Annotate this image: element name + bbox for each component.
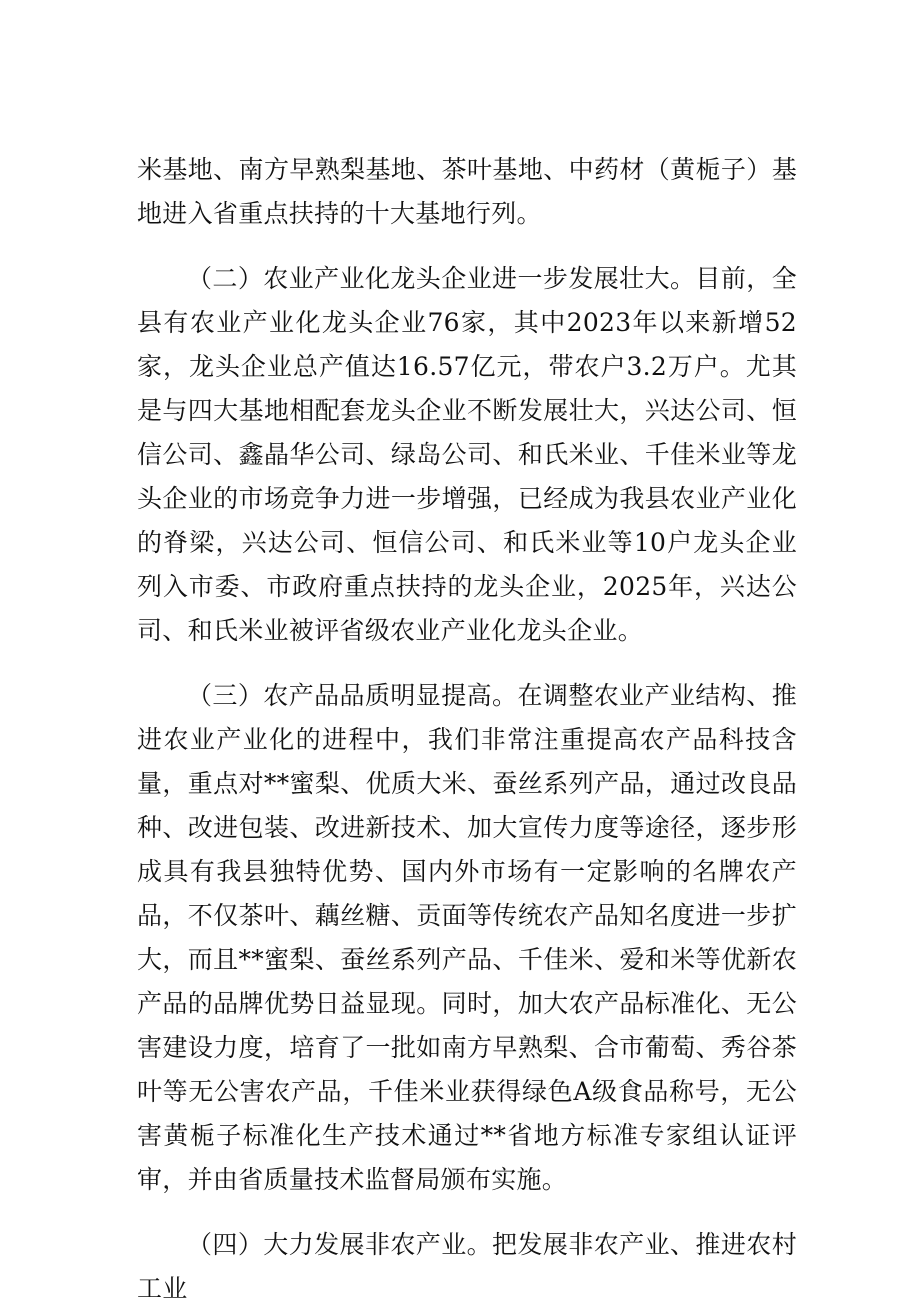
paragraph-section-4: （四）大力发展非农产业。把发展非农产业、推进农村工业 [137, 1230, 797, 1303]
paragraph-section-3: （三）农产品品质明显提高。在调整农业产业结构、推进农业产业化的进程中，我们非常注重提高农产品科技含量，重点对**蜜梨、优质大米、蚕丝系列产品，通过改良品种、改进包装、改进新技术、加大宣传力度等途径，逐步形成具有我县独特优势、国内外市场有一定影响的名牌农产品，不仅茶叶、藕丝糖、贡面等传统农产品知名度进一步扩大，而且**蜜梨、蚕丝系列产品、千佳米、爱和米等优新农产品的品牌优势日益显现。同时，加大农产品标准化、无公害建设力度，培育了一批如南方早熟梨、合市葡萄、秀谷茶叶等无公害农产品，千佳米业获得绿色A级食品称号，无公害黄栀子标准化生产技术通过**省地方标准专家组认证评审，并由省质量技术监督局颁布实施。 [137, 681, 797, 1194]
document-page [137, 148, 797, 1311]
paragraph-section-2: （二）农业产业化龙头企业进一步发展壮大。目前，全县有农业产业化龙头企业76家，其中2023年以来新增52家，龙头企业总产值达16.57亿元，带农户3.2万户。尤其是与四大基地相配套龙头企业不断发展壮大，兴达公司、恒信公司、鑫晶华公司、绿岛公司、和氏米业、千佳米业等龙头企业的市场竞争力进一步增强，已经成为我县农业产业化的脊梁，兴达公司、恒信公司、和氏米业等10户龙头企业列入市委、市政府重点扶持的龙头企业，2025年，兴达公司、和氏米业被评省级农业产业化龙头企业。 [137, 264, 797, 645]
paragraph-continuation: 米基地、南方早熟梨基地、茶叶基地、中药材（黄栀子）基地进入省重点扶持的十大基地行列。 [137, 155, 797, 228]
